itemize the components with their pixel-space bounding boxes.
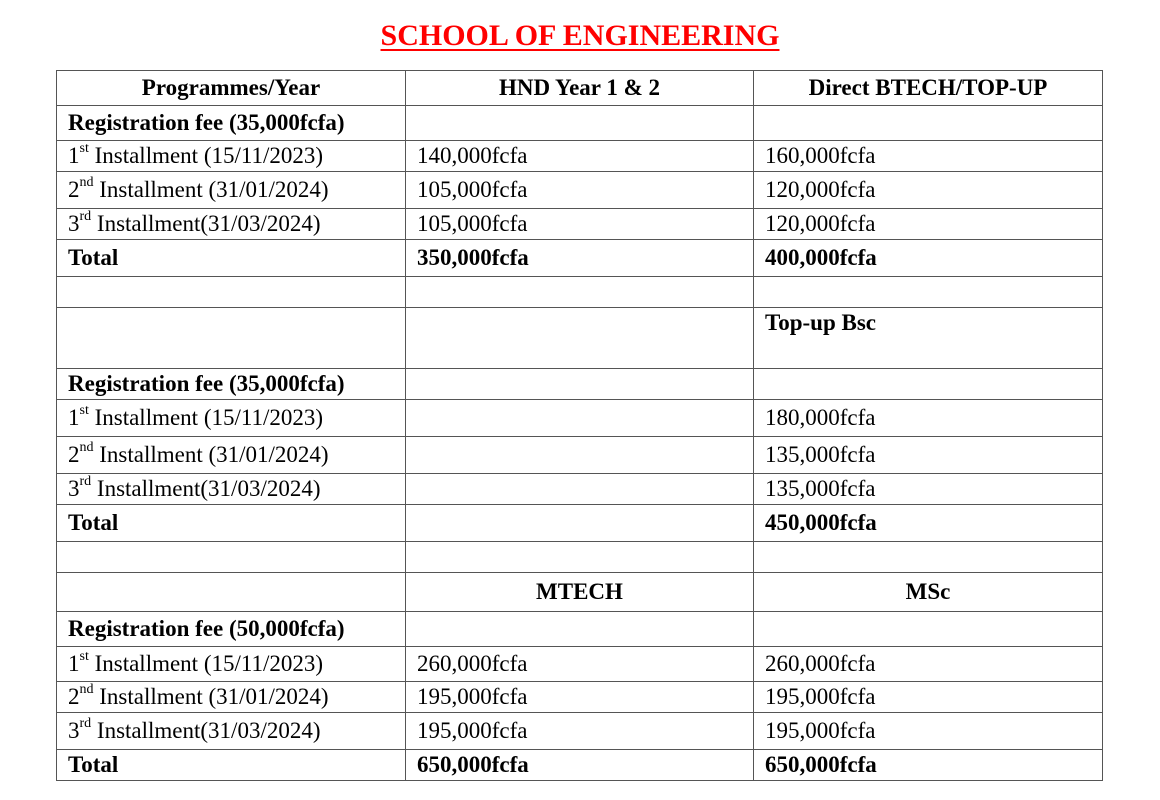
table-row [57, 240, 1103, 277]
installment-1-label: 1st Installment (15/11/2023) [57, 141, 406, 172]
empty-cell [406, 474, 754, 505]
table-row [57, 750, 1103, 781]
empty-cell [406, 277, 754, 308]
msc-heading: MSc [754, 573, 1103, 612]
spacer-row [57, 542, 1103, 573]
header-programmes-year: Programmes/Year [57, 71, 406, 106]
spacer-row [57, 277, 1103, 308]
table-row [57, 713, 1103, 750]
msc-installment-2: 195,000fcfa [754, 682, 1103, 713]
empty-cell [754, 277, 1103, 308]
hnd-installment-3: 105,000fcfa [406, 209, 754, 240]
topup-bsc-heading: Top-up Bsc [754, 308, 1103, 369]
installment-3-label: 3rd Installment(31/03/2024) [57, 474, 406, 505]
empty-cell [754, 612, 1103, 647]
msc-installment-3: 195,000fcfa [754, 713, 1103, 750]
header-hnd: HND Year 1 & 2 [406, 71, 754, 106]
empty-cell [57, 542, 406, 573]
installment-1-label: 1st Installment (15/11/2023) [57, 400, 406, 437]
msc-total: 650,000fcfa [754, 750, 1103, 781]
empty-cell [406, 369, 754, 400]
installment-2-label: 2nd Installment (31/01/2024) [57, 682, 406, 713]
total-label: Total [57, 240, 406, 277]
header-direct-btech: Direct BTECH/TOP-UP [754, 71, 1103, 106]
empty-cell [406, 542, 754, 573]
mtech-installment-3: 195,000fcfa [406, 713, 754, 750]
table-row [57, 682, 1103, 713]
total-label: Total [57, 750, 406, 781]
registration-fee-label: Registration fee (35,000fcfa) [57, 106, 406, 141]
table-row [57, 474, 1103, 505]
hnd-installment-2: 105,000fcfa [406, 172, 754, 209]
installment-2-label: 2nd Installment (31/01/2024) [57, 172, 406, 209]
table-row [57, 172, 1103, 209]
empty-cell [57, 308, 406, 369]
empty-cell [754, 542, 1103, 573]
empty-cell [406, 437, 754, 474]
table-row [57, 647, 1103, 682]
registration-fee-label: Registration fee (35,000fcfa) [57, 369, 406, 400]
table-header-row [57, 71, 1103, 106]
mtech-installment-2: 195,000fcfa [406, 682, 754, 713]
table-row [57, 573, 1103, 612]
empty-cell [406, 612, 754, 647]
empty-cell [57, 573, 406, 612]
table-row [57, 400, 1103, 437]
empty-cell [406, 505, 754, 542]
empty-cell [406, 308, 754, 369]
table-row [57, 612, 1103, 647]
empty-cell [754, 106, 1103, 141]
registration-fee-label: Registration fee (50,000fcfa) [57, 612, 406, 647]
total-label: Total [57, 505, 406, 542]
table-row [57, 308, 1103, 369]
installment-2-label: 2nd Installment (31/01/2024) [57, 437, 406, 474]
empty-cell [754, 369, 1103, 400]
btech-total: 400,000fcfa [754, 240, 1103, 277]
installment-3-label: 3rd Installment(31/03/2024) [57, 713, 406, 750]
table-row [57, 209, 1103, 240]
bsc-installment-2: 135,000fcfa [754, 437, 1103, 474]
hnd-installment-1: 140,000fcfa [406, 141, 754, 172]
table-row [57, 141, 1103, 172]
hnd-total: 350,000fcfa [406, 240, 754, 277]
installment-3-label: 3rd Installment(31/03/2024) [57, 209, 406, 240]
bsc-installment-3: 135,000fcfa [754, 474, 1103, 505]
btech-installment-3: 120,000fcfa [754, 209, 1103, 240]
bsc-total: 450,000fcfa [754, 505, 1103, 542]
mtech-installment-1: 260,000fcfa [406, 647, 754, 682]
mtech-total: 650,000fcfa [406, 750, 754, 781]
fees-table [56, 70, 1103, 781]
msc-installment-1: 260,000fcfa [754, 647, 1103, 682]
table-row [57, 106, 1103, 141]
table-row [57, 369, 1103, 400]
table-row [57, 437, 1103, 474]
btech-installment-2: 120,000fcfa [754, 172, 1103, 209]
empty-cell [406, 400, 754, 437]
page-title: SCHOOL OF ENGINEERING [380, 19, 780, 52]
btech-installment-1: 160,000fcfa [754, 141, 1103, 172]
mtech-heading: MTECH [406, 573, 754, 612]
installment-1-label: 1st Installment (15/11/2023) [57, 647, 406, 682]
table-row [57, 505, 1103, 542]
empty-cell [406, 106, 754, 141]
empty-cell [57, 277, 406, 308]
bsc-installment-1: 180,000fcfa [754, 400, 1103, 437]
